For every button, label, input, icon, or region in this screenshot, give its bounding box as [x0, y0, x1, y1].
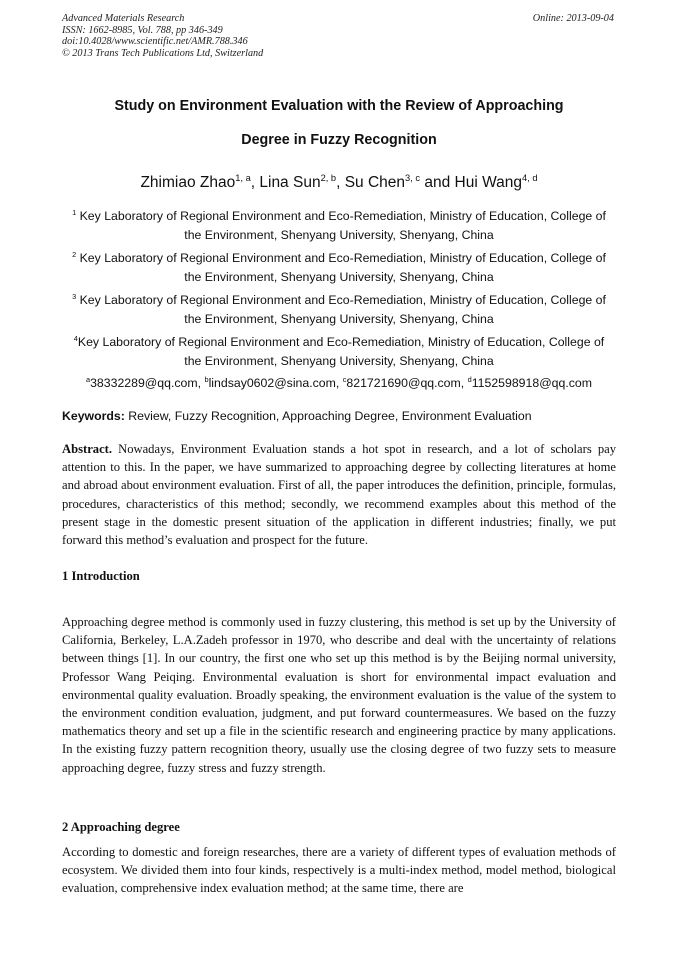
- email-link: 1152598918@qq.com: [471, 376, 593, 390]
- affiliation-line: Key Laboratory of Regional Environment and Eco-Remediation, Ministry of Education, College of: [76, 251, 606, 265]
- abstract: [62, 440, 616, 549]
- introduction-paragraph: Approaching degree method is commonly used in fuzzy clustering, this method is set up by the University of California, Berkeley, L.A.Zadeh professor in 1970, who describe and deal with the uncertainty of relations between things [1]. In our country, the first one who set up this method is by the Beijing normal university, Professor Wang Peiqing. Environmental evaluation is short for environmental impact evaluation and environmental quality evaluation. Broadly speaking, the environment evaluation is the value of the system to the environment condition evaluation, judgment, and put forward countermeasures. We based on the fuzzy mathematics theory and set up a file in the scientific research and engineering practice by many applications. In the existing fuzzy pattern recognition theory, usually use the closing degree of two fuzzy sets to measure approaching degree, fuzzy stress and fuzzy strength.: [62, 615, 616, 775]
- author-list: [62, 174, 616, 192]
- affiliation-line: the Environment, Shenyang University, Shenyang, China: [184, 270, 494, 284]
- email-link: 821721690@qq.com,: [346, 376, 468, 390]
- author-sup: 3, c: [405, 172, 421, 183]
- affiliation-num: 2: [72, 249, 77, 259]
- abstract-text: Nowadays, Environment Evaluation stands a hot spot in research, and a lot of scholars pay attention to this. In the paper, we have summarized to approaching degree by collecting literatures at home and abroad about environment evaluation. First of all, the paper introduces the definition, principle, formulas, procedures, characteristics of this method; secondly, we recommend examples about this method of the present stage in the domestic present situation of the application in different industries; finally, we put forward this method’s evaluation and prospect for the future.: [62, 442, 616, 548]
- email-sup: a: [85, 374, 91, 384]
- journal-info: [62, 13, 263, 59]
- paper-title-line-2: Degree in Fuzzy Recognition: [241, 132, 437, 148]
- email-sup: b: [204, 374, 209, 384]
- paper-title-line-1: Study on Environment Evaluation with the Review of Approaching: [114, 98, 564, 114]
- email-link: lindsay0602@sina.com,: [208, 376, 343, 390]
- abstract-label: Abstract.: [62, 442, 113, 456]
- affiliation-2: [62, 249, 616, 287]
- section-heading-approaching-degree: 2 Approaching degree: [62, 820, 180, 834]
- author-sep: ,: [250, 174, 260, 191]
- approaching-degree-paragraph: According to domestic and foreign researches, there are a variety of different types of evaluation methods of ecosystem. We divided them into four kinds, respectively is a multi-index method, model method, biological evaluation, comprehensive index evaluation method; at the same time, there are: [62, 845, 616, 896]
- keywords: [62, 409, 616, 423]
- author-sep: and: [420, 174, 455, 191]
- affiliation-3: [62, 291, 616, 329]
- doi-line: doi:10.4028/www.scientific.net/AMR.788.346: [62, 36, 248, 48]
- keywords-text: Review, Fuzzy Recognition, Approaching Degree, Environment Evaluation: [124, 409, 532, 423]
- journal-name: Advanced Materials Research: [62, 13, 185, 24]
- author-name: Su Chen: [344, 174, 406, 191]
- affiliation-line: Key Laboratory of Regional Environment and Eco-Remediation, Ministry of Education, College of: [76, 293, 606, 307]
- email-sup: c: [342, 374, 347, 384]
- author-sup: 2, b: [320, 172, 337, 183]
- issn-line: ISSN: 1662-8985, Vol. 788, pp 346-349: [62, 24, 223, 36]
- author-name: Hui Wang: [454, 174, 523, 191]
- affiliation-line: the Environment, Shenyang University, Shenyang, China: [184, 312, 494, 326]
- section-heading-introduction: 1 Introduction: [62, 569, 140, 583]
- affiliation-line: Key Laboratory of Regional Environment and Eco-Remediation, Ministry of Education, College of: [77, 335, 605, 349]
- affiliation-4: [62, 333, 616, 371]
- author-sup: 4, d: [522, 172, 538, 183]
- affiliation-line: the Environment, Shenyang University, Shenyang, China: [184, 354, 494, 368]
- email-sup: d: [467, 374, 472, 384]
- affiliation-num: 3: [72, 291, 77, 301]
- author-emails: [62, 376, 616, 390]
- author-name: Zhimiao Zhao: [140, 174, 236, 191]
- author-sep: ,: [336, 174, 345, 191]
- affiliation-num: 4: [73, 333, 78, 343]
- online-date: Online: 2013-09-04: [532, 13, 614, 24]
- affiliation-1: [62, 207, 616, 245]
- affiliation-num: 1: [72, 207, 77, 217]
- affiliation-line: the Environment, Shenyang University, Shenyang, China: [184, 228, 494, 242]
- email-link: 38332289@qq.com,: [90, 376, 205, 390]
- author-name: Lina Sun: [259, 174, 321, 191]
- affiliation-line: Key Laboratory of Regional Environment and Eco-Remediation, Ministry of Education, College of: [76, 209, 606, 223]
- keywords-label: Keywords:: [62, 409, 125, 423]
- author-sup: 1, a: [235, 172, 251, 183]
- copyright-line: © 2013 Trans Tech Publications Ltd, Switzerland: [62, 47, 264, 59]
